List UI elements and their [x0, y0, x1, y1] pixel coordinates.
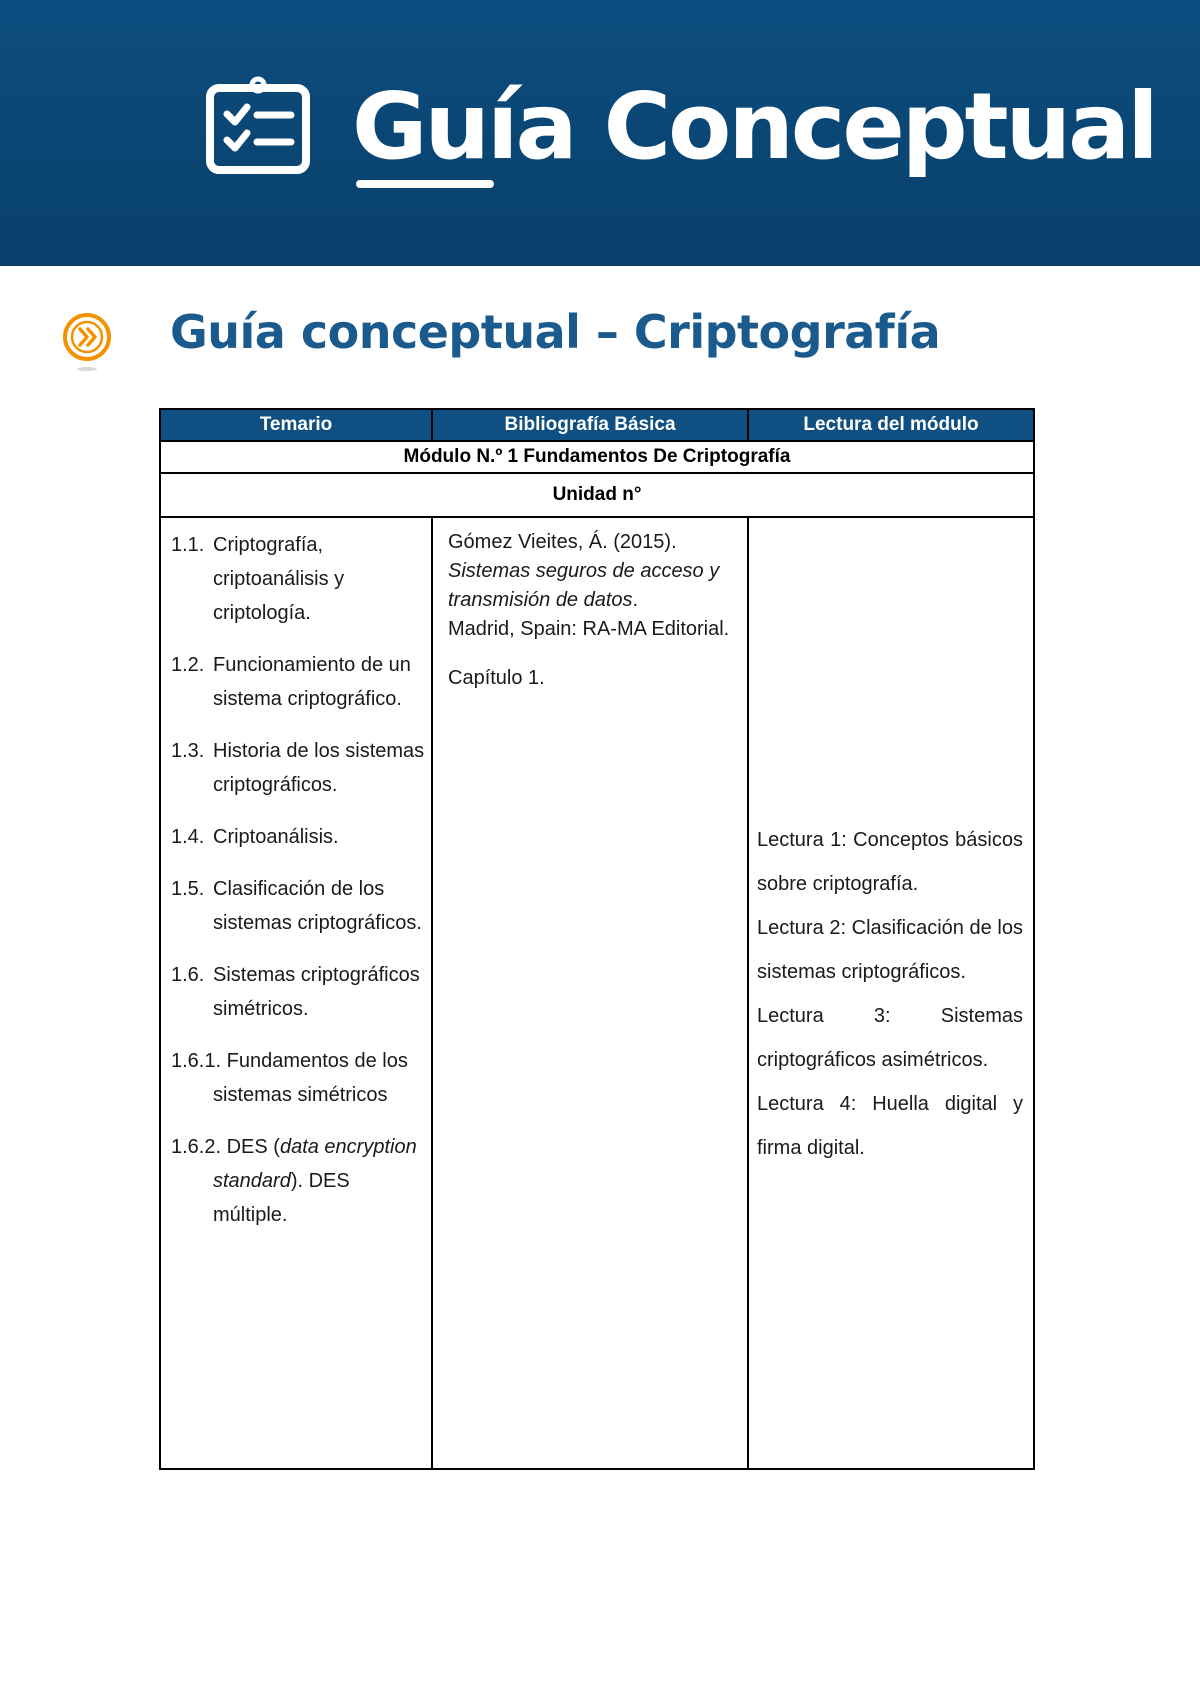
topic-text: Historia de los sistemas criptográficos. — [213, 740, 425, 796]
reference-title-punct: . — [632, 589, 639, 611]
reference-title: Sistemas seguros de acceso y transmisión de datos — [448, 560, 720, 611]
topic-item — [171, 872, 425, 940]
topic-number: 1.6.1. — [171, 1050, 222, 1072]
banner-title: Guía Conceptual — [352, 73, 1156, 180]
reading-item: Lectura 3: Sistemas criptográficos asimétricos. — [757, 1005, 1023, 1071]
topic-text: DES ( — [226, 1136, 280, 1158]
topic-text: Clasificación de los sistemas criptográficos. — [213, 878, 422, 934]
topic-text: Sistemas criptográficos simétricos. — [213, 964, 420, 1020]
topic-text: Funcionamiento de un sistema criptográfico. — [213, 654, 411, 710]
topic-number: 1.6. — [171, 964, 205, 986]
module-row — [160, 441, 1034, 473]
study-guide-table — [159, 408, 1035, 1470]
topic-text: Fundamentos de los sistemas simétricos — [213, 1050, 408, 1106]
topic-item — [171, 1130, 425, 1232]
module-title: Módulo N.º 1 Fundamentos De Criptografía — [160, 441, 1034, 473]
topic-text: Criptografía, criptoanálisis y criptología. — [213, 534, 345, 624]
topic-number: 1.6.2. — [171, 1136, 222, 1158]
topic-item — [171, 958, 425, 1026]
column-header-lectura: Lectura del módulo — [748, 409, 1034, 441]
topic-item — [171, 528, 425, 630]
topic-text: Criptoanálisis. — [213, 826, 339, 848]
bibliography-cell — [432, 517, 748, 1469]
topic-number: 1.1. — [171, 534, 205, 556]
topic-number: 1.4. — [171, 826, 205, 848]
banner-underline-accent — [356, 180, 494, 188]
topic-item — [171, 1044, 425, 1112]
topic-number: 1.2. — [171, 654, 205, 676]
topics-cell — [160, 517, 432, 1469]
topic-number: 1.3. — [171, 740, 205, 762]
topic-item — [171, 734, 425, 802]
double-chevron-circle-icon — [60, 310, 116, 374]
header-banner — [0, 0, 1200, 266]
unit-label: Unidad n° — [160, 473, 1034, 517]
checklist-clipboard-icon — [205, 76, 311, 176]
content-row — [160, 517, 1034, 1469]
table-header-row — [160, 409, 1034, 441]
unit-row — [160, 473, 1034, 517]
reading-item: Lectura 2: Clasificación de los sistemas criptográficos. — [757, 917, 1023, 983]
readings-cell — [748, 517, 1034, 1469]
topic-text-italic: data encryption standard — [213, 1136, 417, 1192]
reading-item: Lectura 4: Huella digital y firma digital. — [757, 1093, 1023, 1159]
page-title: Guía conceptual – Criptografía — [170, 305, 941, 359]
reference-author: Gómez Vieites, Á. (2015). — [448, 531, 677, 553]
reference-publisher: Madrid, Spain: RA-MA Editorial. — [448, 618, 730, 640]
topic-text: ). DES múltiple. — [213, 1170, 350, 1226]
column-header-temario: Temario — [160, 409, 432, 441]
topic-item — [171, 820, 425, 854]
reference-chapter: Capítulo 1. — [448, 667, 545, 689]
column-header-bibliografia: Bibliografía Básica — [432, 409, 748, 441]
reading-item: Lectura 1: Conceptos básicos sobre criptografía. — [757, 829, 1023, 895]
topic-number: 1.5. — [171, 878, 205, 900]
topic-item — [171, 648, 425, 716]
